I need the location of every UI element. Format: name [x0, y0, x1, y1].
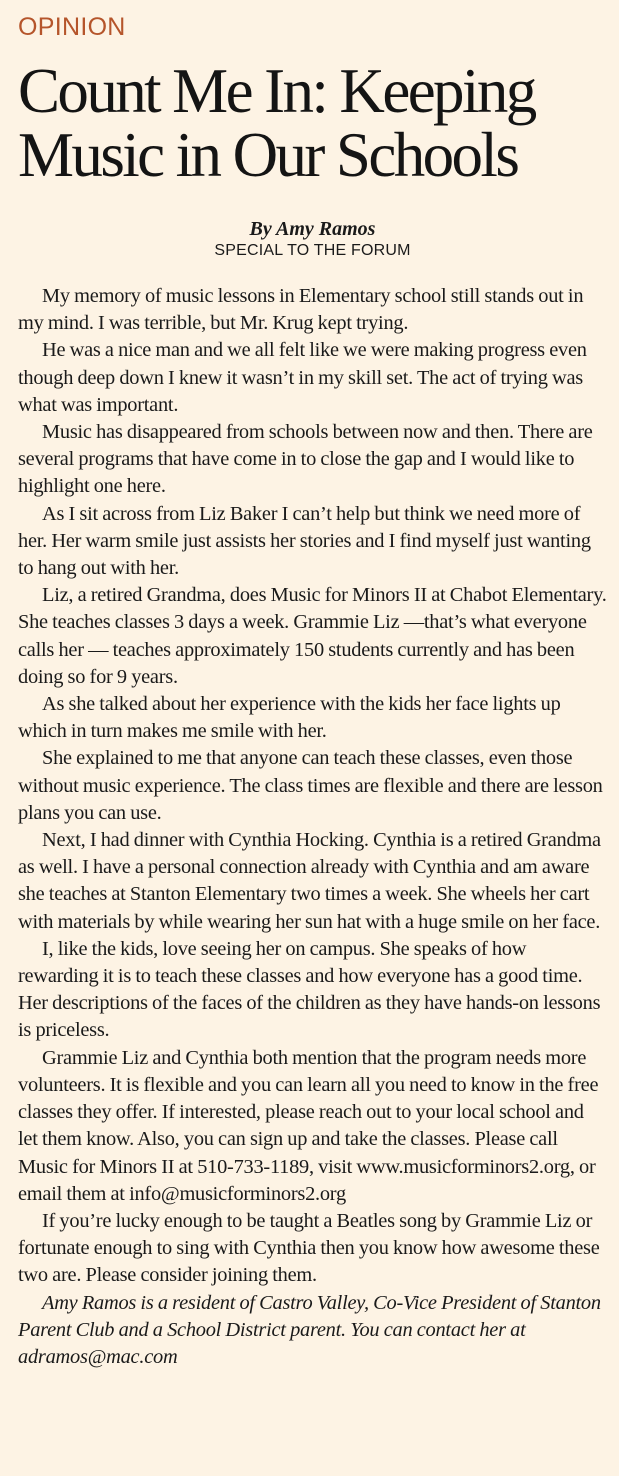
section-label: OPINION: [18, 13, 126, 41]
paragraph: He was a nice man and we all felt like we were making progress even though deep down I knew it wasn’t in my skill set. The act of trying was what was important.: [18, 339, 587, 416]
paragraph: As I sit across from Liz Baker I can’t help but think we need more of her. Her warm smile just assists her stories and I find myself just wanting to hang out with her.: [18, 502, 591, 580]
paragraph: Music has disappeared from schools between now and then. There are several programs that have come in to close the gap and I would like to highlight one here.: [18, 421, 593, 498]
byline: [18, 217, 607, 261]
paragraph: She explained to me that anyone can teach these classes, even those without music experience. The class times are flexible and there are lesson plans you can use.: [18, 747, 603, 824]
paragraph: Next, I had dinner with Cynthia Hocking. Cynthia is a retired Grandma as well. I have a personal connection already with Cynthia and am aware she teaches at Stanton Elementary two times a week. She wheels her cart with materials by while wearing her sun hat with a huge smile on her face.: [18, 829, 601, 933]
paragraph: Grammie Liz and Cynthia both mention that the program needs more volunteers. It is flexible and you can learn all you need to know in the free classes they offer. If interested, please reach out to your local school and let them know. Also, you can sign up and take the classes. Please call Music for Minors II at 510-733-1189, visit www.musicforminors2.org, or email them at info@musicforminors2.org: [18, 1046, 599, 1205]
article-body: [18, 283, 607, 1371]
author-bio: Amy Ramos is a resident of Castro Valley, Co-Vice President of Stanton Parent Club and a School District parent. You can contact her at adramos@mac.com: [18, 1291, 601, 1368]
paragraph: If you’re lucky enough to be taught a Beatles song by Grammie Liz or fortunate enough to sing with Cynthia then you know how awesome these two are. Please consider joining them.: [18, 1209, 600, 1287]
author-name: By Amy Ramos: [249, 218, 376, 240]
paragraph: My memory of music lessons in Elementary school still stands out in my mind. I was terrible, but Mr. Krug kept trying.: [18, 285, 584, 335]
article-headline: Count Me In: Keeping Music in Our Schools: [18, 56, 535, 190]
paragraph: As she talked about her experience with the kids her face lights up which in turn makes me smile with her.: [18, 693, 561, 743]
paragraph: I, like the kids, love seeing her on campus. She speaks of how rewarding it is to teach these classes and how everyone has a good time. Her descriptions of the faces of the children as they have hands-on lessons is priceless.: [18, 937, 601, 1042]
author-affiliation: SPECIAL TO THE FORUM: [214, 242, 411, 259]
paragraph: Liz, a retired Grandma, does Music for Minors II at Chabot Elementary. She teaches classes 3 days a week. Grammie Liz —that’s what everyone calls her — teaches approximately 150 students currently and has been doing so for 9 years.: [18, 584, 607, 688]
